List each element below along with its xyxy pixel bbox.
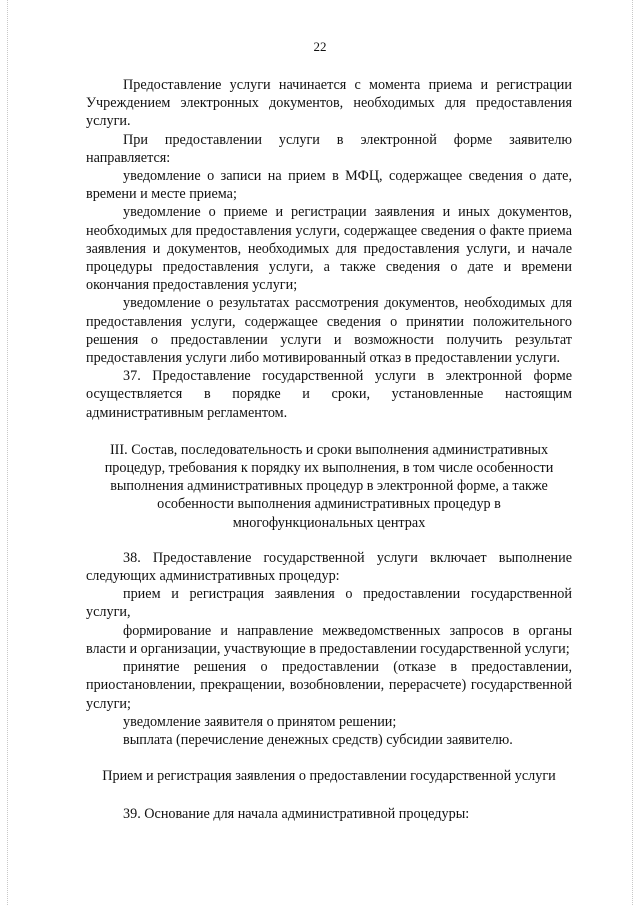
paragraph-electronic-notifications: При предоставлении услуги в электронной форме заявителю направляется: (86, 131, 572, 166)
list-item-interagency-requests: формирование и направление межведомственных запросов в органы власти и организации, участвующие в предоставлении государственной услуги; (86, 622, 572, 657)
paragraph-results-notice: уведомление о результатах рассмотрения документов, необходимых для предоставления услуги, содержащее сведения о принятии положительного решения о предоставлении услуги и возможности получить результат предоставления услуги либо мотивированный отказ в предоставлении услуги. (86, 295, 572, 367)
subsection-heading-reception: Прием и регистрация заявления о предоставлении государственной услуги (102, 768, 556, 785)
paragraph-service-start: Предоставление услуги начинается с момента приема и регистрации Учреждением электронных документов, необходимых для предоставления услуги. (86, 77, 572, 130)
paragraph-appointment-notice: уведомление о записи на прием в МФЦ, содержащее сведения о дате, времени и месте приема; (86, 168, 572, 203)
page-number: 22 (313, 39, 327, 54)
scan-edge-left (7, 0, 9, 905)
section-heading-iii: III. Состав, последовательность и сроки выполнения административных процедур, требования к порядку их выполнения, в том числе особенности выполнения административных процедур в электронной форме, а также особенности выполнения административных процедур в многофункциональных центрах (104, 441, 554, 531)
list-item-payment: выплата (перечисление денежных средств) субсидии заявителю. (123, 731, 513, 748)
list-item-decision: принятие решения о предоставлении (отказе в предоставлении, приостановлении, прекращении, возобновлении, перерасчете) государственной услуги; (86, 659, 572, 712)
paragraph-item-38: 38. Предоставление государственной услуги включает выполнение следующих административных процедур: (86, 549, 572, 585)
document-body (86, 76, 572, 824)
paragraph-item-37: 37. Предоставление государственной услуги в электронной форме осуществляется в порядке и сроки, установленные настоящим административным регламентом. (86, 368, 572, 421)
paragraph-item-39: 39. Основание для начала административной процедуры: (123, 806, 470, 823)
paragraph-registration-notice: уведомление о приеме и регистрации заявления и иных документов, необходимых для предоставления услуги, содержащее сведения о факте приема заявления и документов, необходимых для предоставления услуги, и начале процедуры предоставления услуги, а также сведения о дате и времени окончания предоставления услуги; (86, 204, 572, 294)
list-item-reception: прием и регистрация заявления о предоставлении государственной услуги, (86, 586, 572, 621)
scan-edge-right (632, 0, 634, 905)
list-item-notification: уведомление заявителя о принятом решении; (123, 713, 397, 730)
